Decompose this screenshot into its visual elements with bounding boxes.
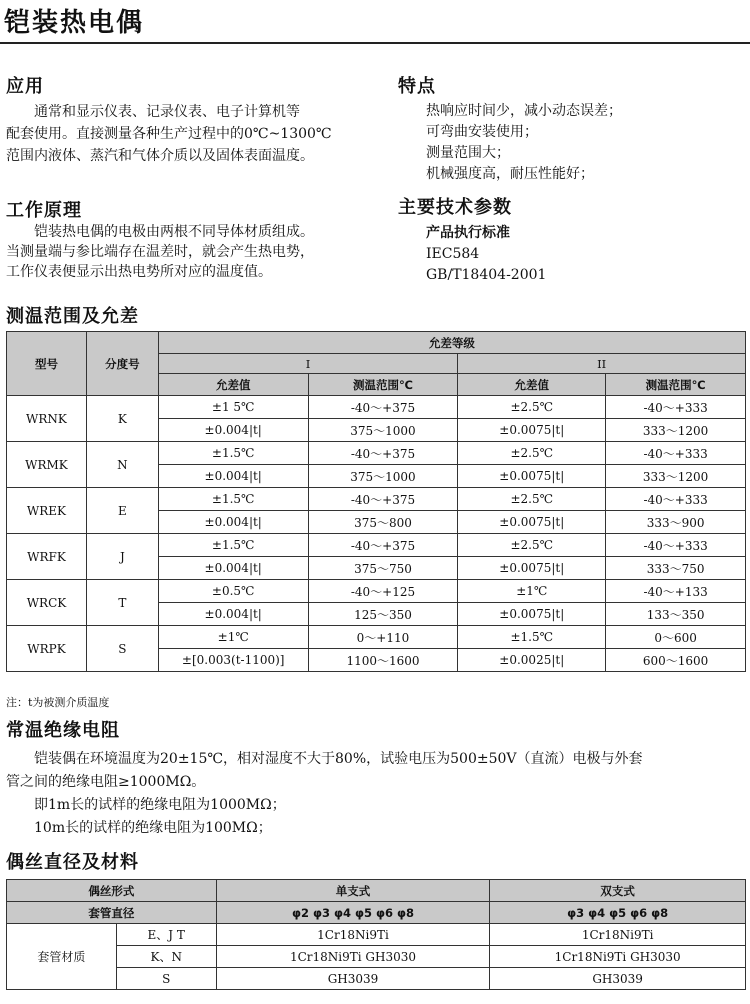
range-1-cell: 375～1000 [308,419,458,442]
graduation-cell: S [86,626,158,672]
tolerance-2-cell: ±2.5℃ [458,534,606,557]
principle-line-1: 铠装热电偶的电极由两根不同导体材质组成。 [34,224,314,240]
tolerance-heading: 测温范围及允差 [6,306,139,327]
tolerance-row [7,396,746,419]
tolerance-1-cell: ±1 5℃ [158,396,308,419]
principle-text [6,222,386,282]
tolerance-1-cell: ±1.5℃ [158,488,308,511]
principle-line-3: 工作仪表便显示出热电势所对应的温度值。 [6,264,272,280]
tolerance-2-cell: ±0.0075|t| [458,557,606,580]
tolerance-row [7,534,746,557]
wire-th-diameter: 套管直径 [7,902,217,924]
model-cell: WRNK [7,396,87,442]
range-1-cell: -40～+375 [308,488,458,511]
wire-th-form: 偶丝形式 [7,880,217,902]
th-tol-1: 允差值 [158,374,308,396]
tolerance-2-cell: ±2.5℃ [458,396,606,419]
th-class-2: II [458,354,746,374]
wire-single-diameters: φ2 φ3 φ4 φ5 φ6 φ8 [216,902,490,924]
wire-material-label: 套管材质 [7,924,117,990]
tolerance-1-cell: ±0.004|t| [158,465,308,488]
th-range-2: 测温范围℃ [606,374,746,396]
wire-single-material: GH3039 [216,968,490,990]
graduation-cell: K [86,396,158,442]
wire-heading: 偶丝直径及材料 [6,852,139,873]
wire-type: K、N [116,946,216,968]
graduation-cell: J [86,534,158,580]
application-line-1: 通常和显示仪表、记录仪表、电子计算机等 [34,104,300,120]
graduation-cell: E [86,488,158,534]
range-2-cell: 333～1200 [606,465,746,488]
insulation-line-3: 即1m长的试样的绝缘电阻为1000MΩ； [34,797,286,813]
insulation-line-2: 管之间的绝缘电阻≥1000MΩ。 [6,774,206,790]
range-2-cell: -40～+333 [606,442,746,465]
tolerance-2-cell: ±2.5℃ [458,442,606,465]
principle-heading: 工作原理 [6,200,82,221]
tolerance-row [7,626,746,649]
tolerance-2-cell: ±0.0075|t| [458,603,606,626]
range-1-cell: 1100～1600 [308,649,458,672]
range-2-cell: 600～1600 [606,649,746,672]
parameters-heading: 主要技术参数 [398,197,512,218]
wire-single-material: 1Cr18Ni9Ti [216,924,490,946]
tolerance-2-cell: ±0.0075|t| [458,465,606,488]
th-grade: 允差等级 [158,332,745,354]
range-2-cell: 133～350 [606,603,746,626]
application-heading: 应用 [6,76,44,97]
graduation-cell: T [86,580,158,626]
parameters-text [426,223,750,286]
model-cell: WRPK [7,626,87,672]
range-1-cell: 375～800 [308,511,458,534]
insulation-heading: 常温绝缘电阻 [6,720,120,741]
tolerance-row [7,488,746,511]
range-2-cell: 333～750 [606,557,746,580]
features-line-4: 机械强度高，耐压性能好； [426,166,594,182]
th-range-1: 测温范围℃ [308,374,458,396]
tolerance-2-cell: ±0.0075|t| [458,511,606,534]
range-2-cell: 333～1200 [606,419,746,442]
tolerance-note: 注：t为被测介质温度 [6,696,110,709]
wire-th-single: 单支式 [216,880,490,902]
th-model: 型号 [7,332,87,396]
features-line-2: 可弯曲安装使用； [426,124,538,140]
tolerance-row [7,442,746,465]
application-line-2: 配套使用。直接测量各种生产过程中的0℃~1300℃ [6,126,332,142]
tolerance-1-cell: ±[0.003(t-1100)] [158,649,308,672]
range-2-cell: -40～+333 [606,488,746,511]
tolerance-2-cell: ±1℃ [458,580,606,603]
range-1-cell: 0～+110 [308,626,458,649]
insulation-line-4: 10m长的试样的绝缘电阻为100MΩ； [34,820,272,836]
wire-type: S [116,968,216,990]
standard-gb: GB/T18404-2001 [426,267,547,283]
model-cell: WRFK [7,534,87,580]
range-1-cell: -40～+375 [308,396,458,419]
tolerance-1-cell: ±0.004|t| [158,419,308,442]
insulation-line-1: 铠装偶在环境温度为20±15℃，相对湿度不大于80%，试验电压为500±50V（直流）电极与外套 [34,751,643,767]
tolerance-1-cell: ±1.5℃ [158,442,308,465]
model-cell: WRCK [7,580,87,626]
wire-single-material: 1Cr18Ni9Ti GH3030 [216,946,490,968]
tolerance-1-cell: ±1℃ [158,626,308,649]
range-1-cell: 125～350 [308,603,458,626]
tolerance-2-cell: ±0.0025|t| [458,649,606,672]
page-title: 铠装热电偶 [4,8,145,38]
wire-table [6,879,746,990]
th-class-1: I [158,354,458,374]
tolerance-1-cell: ±0.004|t| [158,511,308,534]
tolerance-table [6,331,746,672]
th-tol-2: 允差值 [458,374,606,396]
insulation-text [6,748,746,840]
tolerance-1-cell: ±0.004|t| [158,603,308,626]
principle-line-2: 当测量端与参比端存在温差时，就会产生热电势， [6,244,314,260]
range-2-cell: 333～900 [606,511,746,534]
standard-label: 产品执行标准 [426,225,510,241]
range-1-cell: -40～+125 [308,580,458,603]
application-text [6,101,386,167]
tolerance-2-cell: ±2.5℃ [458,488,606,511]
range-1-cell: -40～+375 [308,442,458,465]
features-heading: 特点 [398,76,436,97]
range-1-cell: 375～1000 [308,465,458,488]
wire-type: E、J T [116,924,216,946]
model-cell: WRMK [7,442,87,488]
range-2-cell: -40～+333 [606,534,746,557]
range-1-cell: 375～750 [308,557,458,580]
tolerance-1-cell: ±0.004|t| [158,557,308,580]
title-rule [0,42,750,44]
tolerance-2-cell: ±0.0075|t| [458,419,606,442]
model-cell: WREK [7,488,87,534]
range-2-cell: 0～600 [606,626,746,649]
application-line-3: 范围内液体、蒸汽和气体介质以及固体表面温度。 [6,148,314,164]
wire-double-material: 1Cr18Ni9Ti [490,924,746,946]
tolerance-1-cell: ±0.5℃ [158,580,308,603]
features-line-1: 热响应时间少，减小动态误差； [426,103,622,119]
tolerance-2-cell: ±1.5℃ [458,626,606,649]
th-graduation: 分度号 [86,332,158,396]
wire-double-diameters: φ3 φ4 φ5 φ6 φ8 [490,902,746,924]
wire-th-double: 双支式 [490,880,746,902]
wire-double-material: GH3039 [490,968,746,990]
wire-double-material: 1Cr18Ni9Ti GH3030 [490,946,746,968]
tolerance-1-cell: ±1.5℃ [158,534,308,557]
range-1-cell: -40～+375 [308,534,458,557]
features-line-3: 测量范围大； [426,145,510,161]
range-2-cell: -40～+133 [606,580,746,603]
tolerance-row [7,580,746,603]
features-text [426,101,750,185]
range-2-cell: -40～+333 [606,396,746,419]
graduation-cell: N [86,442,158,488]
standard-iec: IEC584 [426,246,480,262]
